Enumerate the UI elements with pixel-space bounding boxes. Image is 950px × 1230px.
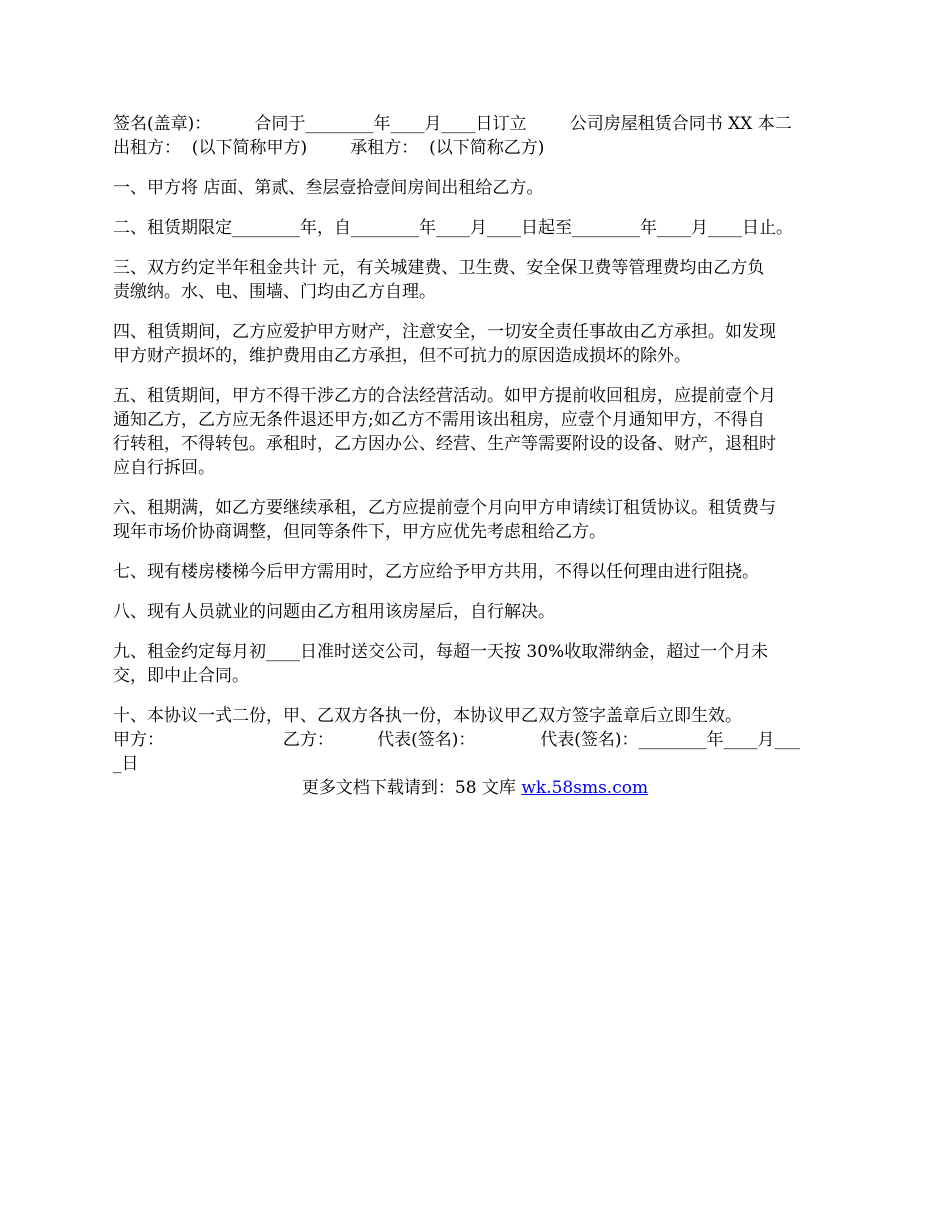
footer-prefix: 更多文档下载请到：58 文库 bbox=[301, 778, 522, 798]
clause-10 bbox=[113, 704, 853, 776]
clause-7-line-1: 七、现有楼房楼梯今后甲方需用时，乙方应给予甲方共用，不得以任何理由进行阻挠。 bbox=[113, 562, 759, 582]
clause-3-line-1: 三、双方约定半年租金共计 元，有关城建费、卫生费、安全保卫费等管理费均由乙方负 bbox=[113, 258, 765, 278]
clause-3 bbox=[113, 256, 853, 304]
clause-9 bbox=[113, 640, 853, 688]
clause-9-line-1: 九、租金约定每月初____日准时送交公司，每超一天按 30%收取滞纳金，超过一个月未 bbox=[113, 642, 769, 662]
clause-9-line-2: 交，即中止合同。 bbox=[113, 666, 249, 686]
clause-5-line-4: 应自行拆回。 bbox=[113, 458, 215, 478]
clause-4-line-2: 甲方财产损坏的，维护费用由乙方承担，但不可抗力的原因造成损坏的除外。 bbox=[113, 346, 691, 366]
clause-6-line-2: 现年市场价协商调整，但同等条件下，甲方应优先考虑租给乙方。 bbox=[113, 522, 606, 542]
clause-6-line-1: 六、租期满，如乙方要继续承租，乙方应提前壹个月向甲方申请续订租赁协议。租赁费与 bbox=[113, 498, 776, 518]
clause-1 bbox=[113, 176, 853, 200]
clause-5-line-1: 五、租赁期间，甲方不得干涉乙方的合法经营活动。如甲方提前收回租房，应提前壹个月 bbox=[113, 386, 776, 406]
download-footer bbox=[0, 776, 950, 800]
signature-line: 甲方： 乙方： 代表(签名)： 代表(签名)：________年____月___ bbox=[113, 730, 800, 750]
clause-4-line-1: 四、租赁期间，乙方应爱护甲方财产，注意安全，一切安全责任事故由乙方承担。如发现 bbox=[113, 322, 776, 342]
clause-5-line-3: 行转租，不得转包。承租时，乙方因办公、经营、生产等需要附设的设备、财产，退租时 bbox=[113, 434, 776, 454]
clause-2-line-1: 二、租赁期限定________年，自________年____月____日起至________年____月____日止。 bbox=[113, 218, 793, 238]
clause-4 bbox=[113, 320, 853, 368]
footer-link[interactable]: wk.58sms.com bbox=[521, 778, 649, 798]
clause-8 bbox=[113, 600, 853, 624]
header-line-parties: 出租方： (以下简称甲方) 承租方： (以下简称乙方) bbox=[113, 138, 545, 158]
clause-8-line-1: 八、现有人员就业的问题由乙方租用该房屋后，自行解决。 bbox=[113, 602, 555, 622]
clause-5-line-2: 通知乙方，乙方应无条件退还甲方;如乙方不需用该出租房，应壹个月通知甲方，不得自 bbox=[113, 410, 765, 430]
clause-1-line-1: 一、甲方将 店面、第贰、叁层壹拾壹间房间出租给乙方。 bbox=[113, 178, 544, 198]
contract-document bbox=[113, 112, 853, 792]
signature-line-continued: _日 bbox=[113, 754, 139, 774]
clause-2 bbox=[113, 216, 853, 240]
header-line-signature-date: 签名(盖章)： 合同于________年____月____日订立 公司房屋租赁合同书 XX 本二 bbox=[113, 114, 792, 134]
clause-10-line-1: 十、本协议一式二份，甲、乙双方各执一份，本协议甲乙双方签字盖章后立即生效。 bbox=[113, 706, 742, 726]
clause-7 bbox=[113, 560, 853, 584]
clause-3-line-2: 责缴纳。水、电、围墙、门均由乙方自理。 bbox=[113, 282, 436, 302]
contract-header bbox=[113, 112, 853, 160]
clause-5 bbox=[113, 384, 853, 480]
clause-6 bbox=[113, 496, 853, 544]
